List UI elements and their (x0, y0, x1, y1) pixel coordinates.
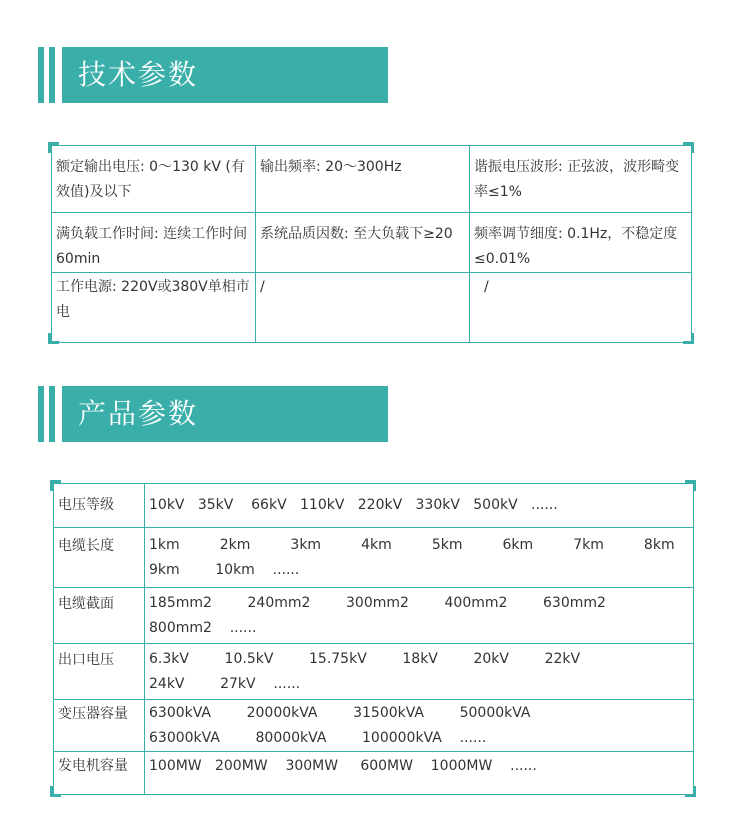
row-values (145, 484, 694, 528)
row-label: 电缆截面 (54, 588, 145, 644)
value-line: 6.3kV 10.5kV 15.75kV 18kV 20kV 22kV (149, 650, 581, 667)
table-row (52, 146, 692, 213)
row-label: 变压器容量 (54, 700, 145, 752)
value-line: 9km 10km ...... (149, 561, 300, 578)
row-values (145, 752, 694, 795)
table-cell: 工作电源: 220V或380V单相市电 (52, 273, 256, 343)
row-label: 发电机容量 (54, 752, 145, 795)
row-values (145, 700, 694, 752)
table-cell: 满负载工作时间: 连续工作时间60min (52, 213, 256, 273)
value-line: 100MW 200MW 300MW 600MW 1000MW ...... (149, 758, 537, 774)
row-values (145, 528, 694, 588)
value-line: 185mm2 240mm2 300mm2 400mm2 630mm2 (149, 594, 606, 611)
row-label: 出口电压 (54, 644, 145, 700)
product-params-table (53, 483, 693, 794)
table-cell: 谐振电压波形: 正弦波，波形畸变率≤1% (470, 146, 692, 213)
accent-bar (38, 47, 44, 103)
table-row (54, 644, 694, 700)
tech-params-table (51, 145, 691, 341)
table-cell: 系统品质因数: 至大负载下≥20 (256, 213, 470, 273)
table-row (54, 484, 694, 528)
table-cell: / (470, 273, 692, 343)
value-line: 1km 2km 3km 4km 5km 6km 7km 8km (149, 536, 675, 553)
table-row (54, 528, 694, 588)
row-label: 电压等级 (54, 484, 145, 528)
accent-bar (49, 47, 55, 103)
accent-bar (38, 386, 44, 442)
value-line: 10kV 35kV 66kV 110kV 220kV 330kV 500kV ...... (149, 497, 558, 513)
row-values (145, 588, 694, 644)
table-row (54, 700, 694, 752)
value-line: 63000kVA 80000kVA 100000kVA ...... (149, 729, 487, 746)
section-title: 技术参数 (62, 47, 388, 103)
table-cell: / (256, 273, 470, 343)
table-row (52, 213, 692, 273)
table-row (54, 752, 694, 795)
table-cell: 额定输出电压: 0～130 kV (有效值)及以下 (52, 146, 256, 213)
value-line: 800mm2 ...... (149, 619, 257, 636)
table-row (52, 273, 692, 343)
accent-bar (49, 386, 55, 442)
table-cell: 输出频率: 20～300Hz (256, 146, 470, 213)
value-line: 24kV 27kV ...... (149, 675, 301, 692)
section-title: 产品参数 (62, 386, 388, 442)
row-values (145, 644, 694, 700)
table-cell: 频率调节细度: 0.1Hz，不稳定度≤0.01% (470, 213, 692, 273)
value-line: 6300kVA 20000kVA 31500kVA 50000kVA (149, 704, 531, 721)
table-row (54, 588, 694, 644)
row-label: 电缆长度 (54, 528, 145, 588)
